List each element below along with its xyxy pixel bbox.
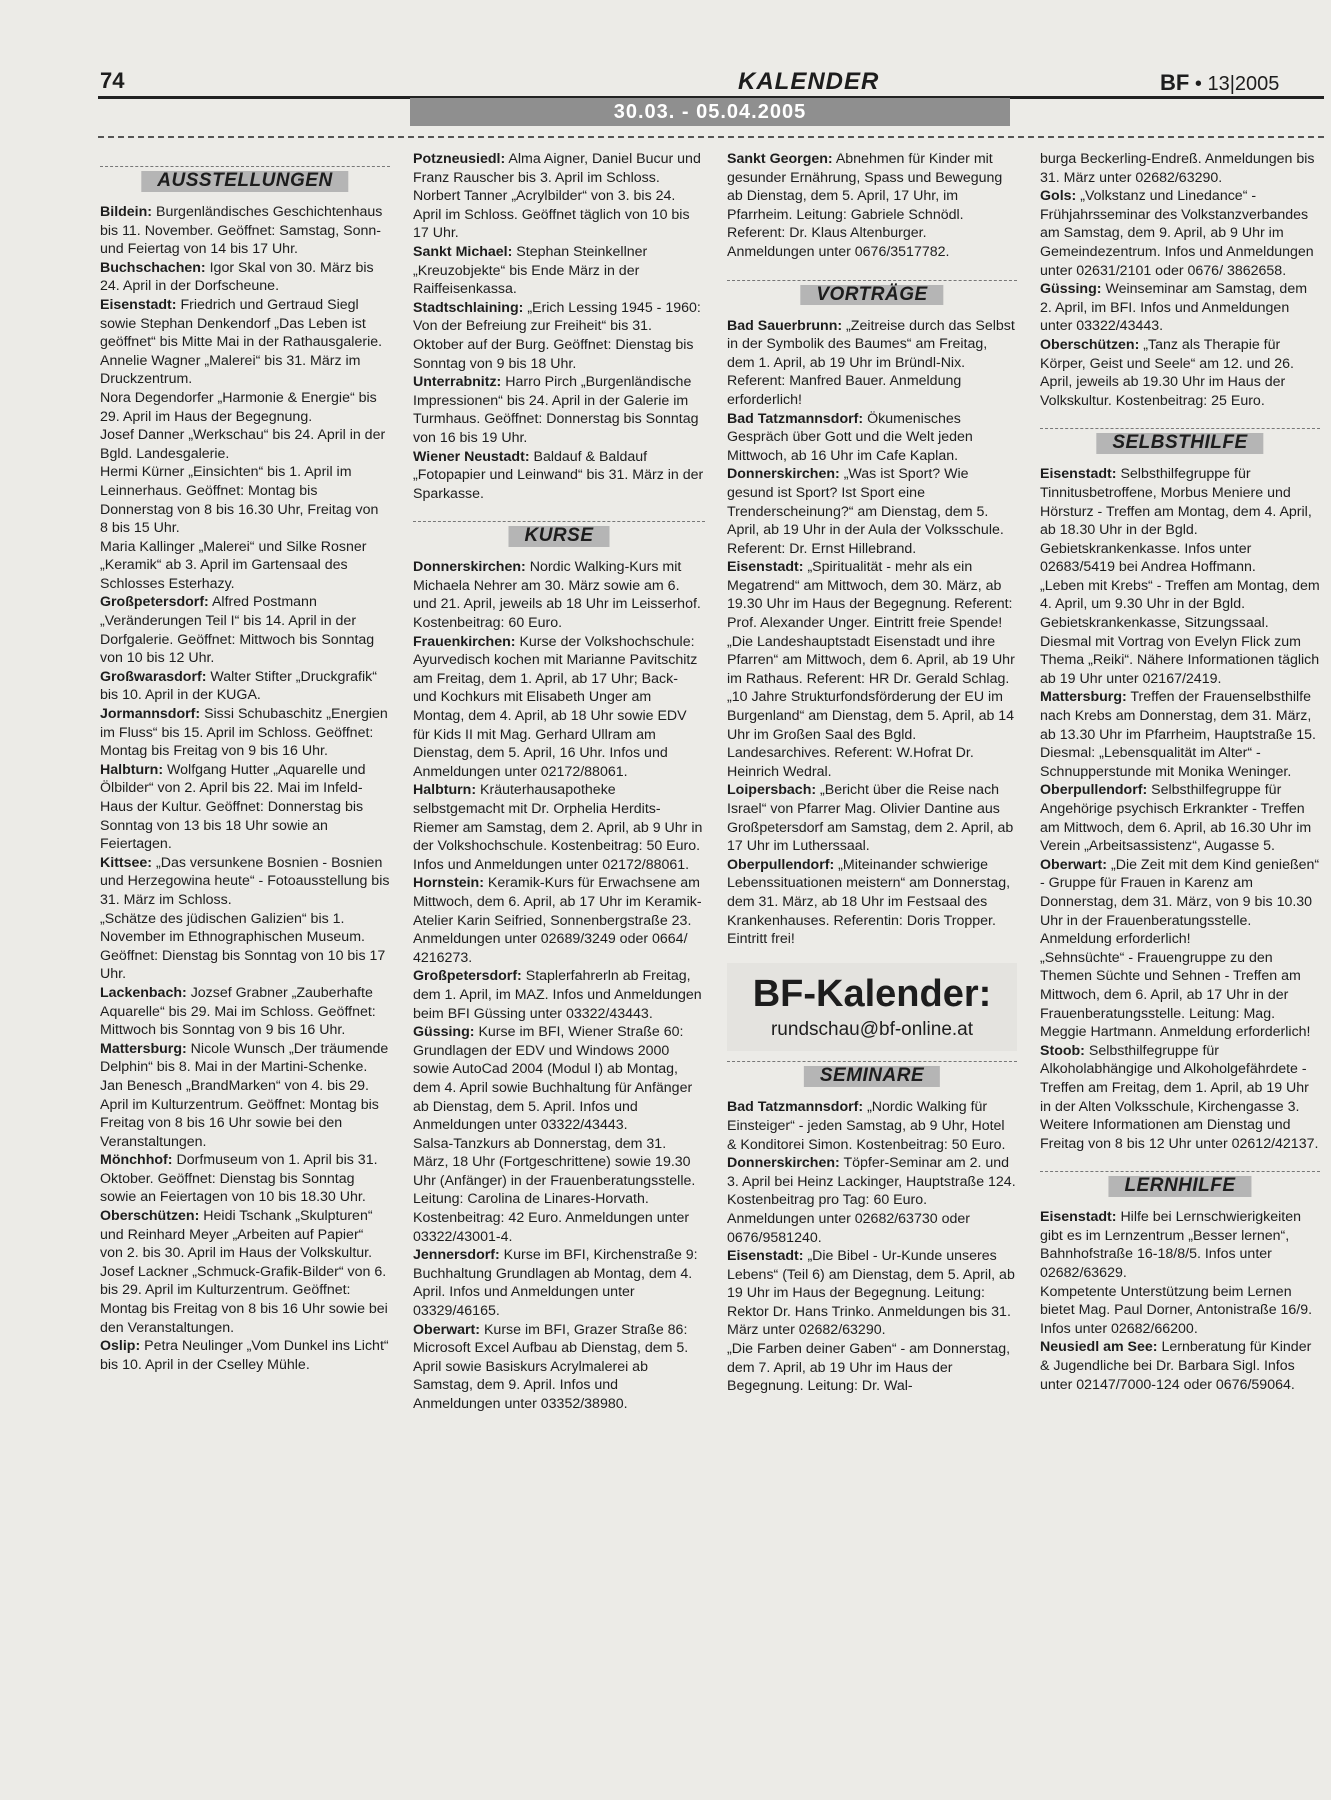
event-place: Oberpullendorf:: [727, 856, 835, 873]
event-text: Jan Benesch „BrandMarken“ von 4. bis 29. April im Kulturzentrum. Geöffnet: Montag bis Freitag von 8 bis 16 Uhr sowie bei den Veranstaltungen.: [100, 1077, 379, 1150]
event-text: „Die Zeit mit dem Kind genießen“ - Gruppe für Frauen in Karenz am Donnerstag, dem 31. März, von 9 bis 10.30 Uhr in der Frauenberatungsstelle. Anmeldung erforderlich!: [1040, 856, 1320, 948]
event-entry: [727, 1247, 1017, 1340]
event-entry: [100, 984, 390, 1040]
promo-email-link[interactable]: rundschau@bf-online.at: [770, 1018, 974, 1040]
event-text: „Das versunkene Bosnien - Bosnien und Herzegowina heute“ - Fotoausstellung bis 31. März im Schloss.: [100, 854, 390, 908]
event-entry: [413, 243, 705, 299]
event-place: Sankt Michael:: [413, 243, 513, 260]
event-text: „Sehnsüchte“ - Frauengruppe zu den Themen Süchte und Sehnen - Treffen am Mittwoch, dem 6. April, ab 17 Uhr in der Frauenberatungsstelle. Leitung: Mag. Meggie Hartmann. Anmeldung erforderlich!: [1040, 949, 1311, 1041]
header-dash-rule: [98, 136, 1324, 138]
event-place: Loipersbach:: [727, 782, 817, 799]
event-text: Petra Neulinger „Vom Dunkel ins Licht“ bis 10. April in der Cselley Mühle.: [100, 1338, 389, 1373]
page-number: 74: [100, 68, 125, 93]
event-text: Alma Aigner, Daniel Bucur und Franz Rauscher bis 3. April im Schloss.: [413, 151, 701, 186]
event-text: Dorfmuseum von 1. April bis 31. Oktober. Geöffnet: Dienstag bis Sonntag sowie an Feiertagen von 10 bis 18.30 Uhr.: [100, 1152, 378, 1206]
event-text: „Volkstanz und Linedance“ - Frühjahrsseminar des Volkstanzverbandes am Samstag, dem 9. April, ab 9 Uhr im Gemeindezentrum. Infos und Anmeldungen unter 02631/2101 oder 0676/ 3862658.: [1040, 188, 1314, 279]
event-text: „Spiritualität - mehr als ein Megatrend“ am Mittwoch, dem 30. März, ab 19.30 Uhr im Haus der Begegnung. Referent: Prof. Alexander Unger. Eintritt freie Spende!: [727, 559, 1013, 632]
event-place: Oslip:: [100, 1338, 141, 1355]
event-entry: [413, 1246, 705, 1320]
event-place: Wiener Neustadt:: [413, 448, 530, 465]
event-place: Großpetersdorf:: [413, 968, 522, 985]
event-text: Hermi Kürner „Einsichten“ bis 1. April im Leinnerhaus. Geöffnet: Montag bis Donnerstag von 8 bis 16.30 Uhr, Freitag von 8 bis 15 Uhr.: [100, 464, 379, 537]
section-title: SELBSTHILFE: [1096, 433, 1263, 454]
event-entry: [727, 410, 1017, 466]
event-entry: [100, 463, 390, 537]
event-text: burga Beckerling-Endreß. Anmeldungen bis 31. März unter 02682/63290.: [1040, 151, 1315, 186]
event-place: Großwarasdorf:: [100, 668, 207, 685]
event-entry: [727, 1340, 1017, 1396]
event-text: Josef Lackner „Schmuck-Grafik-Bilder“ von 6. bis 29. April im Kulturzentrum. Geöffnet: Montag bis Freitag von 8 bis 16 Uhr sowie bei den Veranstaltungen.: [100, 1263, 388, 1336]
event-entry: [413, 1321, 705, 1414]
event-place: Oberwart:: [413, 1321, 481, 1338]
event-place: Bad Sauerbrunn:: [727, 317, 843, 334]
event-entry: [727, 1154, 1017, 1247]
event-text: „Leben mit Krebs“ - Treffen am Montag, dem 4. April, um 9.30 Uhr in der Bgld. Gebietskrankenkasse, Sitzungssaal. Diesmal mit Vortrag von Evelyn Flick zum Thema „Reiki“. Nähere Informationen täglich ab 19 Uhr unter 02167/2419.: [1040, 577, 1320, 687]
event-place: Gols:: [1040, 188, 1077, 205]
event-entry: [413, 299, 705, 373]
event-text: Selbsthilfegruppe für Angehörige psychisch Erkrankter - Treffen am Mittwoch, dem 6. April, ab 16.30 Uhr im Verein „Arbeitsassistenz“, Augasse 5.: [1040, 782, 1312, 855]
event-place: Potzneusiedl:: [413, 151, 506, 167]
event-place: Oberschützen:: [100, 1208, 200, 1225]
event-entry: [1040, 150, 1320, 187]
event-text: Kurse im BFI, Grazer Straße 86: Microsoft Excel Aufbau ab Dienstag, dem 5. April sowie Basiskurs Acrylmalerei ab Samstag, dem 9. April. Infos und Anmeldungen unter 03352/38980.: [413, 1321, 689, 1412]
event-place: Kittsee:: [100, 854, 153, 871]
event-entry: [727, 150, 1017, 262]
event-entry: [100, 705, 390, 761]
event-list: [413, 558, 705, 1413]
event-entry: [413, 967, 705, 1023]
event-place: Donnerskirchen:: [727, 1155, 840, 1172]
event-text: „Die Farben deiner Gaben“ - am Donnerstag, dem 7. April, ab 19 Uhr im Haus der Begegnung. Leitung: Dr. Wal-: [727, 1341, 1011, 1395]
section-header-seminare: [727, 1061, 1017, 1092]
event-entry: [413, 1023, 705, 1135]
date-band: [410, 98, 1010, 126]
event-text: „Die Bibel - Ur-Kunde unseres Lebens“ (Teil 6) am Dienstag, dem 5. April, ab 19 Uhr im Haus der Begegnung. Leitung: Rektor Dr. Hans Trinko. Anmeldungen bis 31. März unter 02682/63290.: [727, 1248, 1015, 1339]
event-text: „Schätze des jüdischen Galizien“ bis 1. November im Ethnographischen Museum. Geöffnet: Dienstag bis Sonntag von 10 bis 17 Uhr.: [100, 910, 386, 983]
event-text: „Bericht über die Reise nach Israel“ von Pfarrer Mag. Olivier Dantine aus Großpetersdorf am Samstag, dem 2. April, ab 17 Uhr im Lutherssaal.: [727, 782, 1014, 855]
event-text: Abnehmen für Kinder mit gesunder Ernährung, Spass und Bewegung ab Dienstag, dem 5. April, 17 Uhr, im Pfarrheim. Leitung: Gabriele Schnödl. Referent: Dr. Klaus Altenburger. Anmeldungen unter 0676/3517782.: [727, 151, 1003, 260]
event-entry: [100, 538, 390, 594]
event-entry: [727, 688, 1017, 781]
column-1: [100, 150, 390, 1374]
event-entry: [100, 593, 390, 667]
event-text: „Tanz als Therapie für Körper, Geist und Seele“ am 12. und 26. April, jeweils ab 19.30 Uhr im Haus der Volkskultur. Kostenbeitrag: 25 Euro.: [1040, 336, 1294, 409]
event-place: Oberschützen:: [1040, 336, 1140, 353]
event-text: Weinseminar am Samstag, dem 2. April, im BFI. Infos und Anmeldungen unter 03322/43443.: [1040, 281, 1308, 335]
page-title: KALENDER: [738, 68, 880, 95]
event-entry: [413, 874, 705, 967]
event-entry: [413, 781, 705, 874]
event-entry: [100, 854, 390, 910]
event-text: Selbsthilfegruppe für Alkoholabhängige und Alkoholgefährdete - Treffen am Freitag, dem 1. April, ab 19 Uhr in der Alten Volksschule, Kirchengasse 3. Weitere Informationen am Dienstag und Freitag von 8 bis 12 Uhr unter 02612/42137.: [1040, 1042, 1319, 1152]
event-place: Frauenkirchen:: [413, 633, 516, 650]
event-entry: [100, 761, 390, 854]
event-text: Harro Pirch „Burgenländische Impressionen“ bis 24. April in der Galerie im Turmhaus. Geöffnet: Donnerstag bis Sonntag von 16 bis 19 Uhr.: [413, 374, 699, 446]
event-entry: [1040, 1042, 1320, 1154]
event-place: Hornstein:: [413, 875, 484, 892]
event-text: Keramik-Kurs für Erwachsene am Mittwoch, dem 6. April, ab 17 Uhr im Keramik-Atelier Karin Seifried, Sonnenbergstraße 23. Anmeldungen unter 02689/3249 oder 0664/ 4216273.: [413, 875, 702, 966]
event-list: [1040, 465, 1320, 1153]
event-entry: [413, 1135, 705, 1247]
event-place: Stoob:: [1040, 1042, 1085, 1059]
event-place: Donnerskirchen:: [727, 466, 840, 483]
event-place: Eisenstadt:: [100, 296, 177, 313]
event-entry: [727, 781, 1017, 855]
event-entry: [413, 150, 705, 187]
publication-name: BF: [1160, 70, 1190, 95]
event-entry: [100, 1151, 390, 1207]
event-entry: [1040, 949, 1320, 1042]
event-text: „Was ist Sport? Wie gesund ist Sport? Ist Sport eine Trenderscheinung?“ am Dienstag, dem 5. April, ab 19 Uhr in der Aula der Volksschule. Referent: Dr. Ernst Hillebrand.: [727, 466, 1004, 557]
event-place: Eisenstadt:: [1040, 466, 1117, 483]
event-text: Kräuterhausapotheke selbstgemacht mit Dr. Orphelia Herdits-Riemer am Samstag, dem 2. April, ab 9 Uhr in der Volkshochschule. Kostenbeitrag: 50 Euro. Infos und Anmeldungen unter 02172/88061.: [413, 782, 703, 873]
section-title: VORTRÄGE: [800, 285, 943, 306]
section-title: KURSE: [508, 526, 609, 547]
event-entry: [1040, 187, 1320, 280]
event-list: [100, 203, 390, 1374]
event-list: [727, 317, 1017, 949]
event-place: Mattersburg:: [1040, 689, 1127, 706]
section-header-ausstellungen: [100, 166, 390, 197]
event-place: Mattersburg:: [100, 1040, 187, 1057]
event-entry: [100, 1077, 390, 1151]
event-place: Sankt Georgen:: [727, 151, 833, 167]
event-place: Güssing:: [413, 1024, 475, 1041]
event-place: Lackenbach:: [100, 984, 187, 1001]
event-place: Neusiedl am See:: [1040, 1339, 1158, 1356]
event-list: [1040, 150, 1320, 410]
event-text: Nordic Walking-Kurs mit Michaela Nehrer am 30. März sowie am 6. und 21. April, jeweils ab 18 Uhr im Leisserhof. Kostenbeitrag: 60 Euro.: [413, 559, 701, 632]
event-text: Kurse der Volkshochschule: Ayurvedisch kochen mit Marianne Pavitschitz am Freitag, dem 1. April, ab 17 Uhr; Back- und Kochkurs mit Elisabeth Unger am Montag, dem 4. April, ab 18 Uhr sowie EDV für Kids II mit Mag. Gerhard Ullram am Dienstag, dem 5. April, 16 Uhr. Infos und Anmeldungen unter 02172/88061.: [413, 633, 698, 780]
event-list: [413, 150, 705, 503]
event-text: „Zeitreise durch das Selbst in der Symbolik des Baumes“ am Freitag, dem 1. April, ab 19 Uhr im Bründl-Nix. Referent: Manfred Bauer. Anmeldung erforderlich!: [727, 317, 1015, 408]
section-header-selbsthilfe: [1040, 428, 1320, 459]
event-text: Kurse im BFI, Wiener Straße 60: Grundlagen der EDV und Windows 2000 sowie AutoCad 2004 (Modul I) ab Montag, dem 4. April sowie Buchhaltung für Anfänger ab Dienstag, dem 5. April. Infos und Anmeldungen unter 03322/43443.: [413, 1024, 693, 1134]
event-place: Oberpullendorf:: [1040, 782, 1148, 799]
event-text: Wolfgang Hutter „Aquarelle und Ölbilder“ von 2. April bis 22. Mai im Infeld-Haus der Kultur. Geöffnet: Donnerstag bis Sonntag von 13 bis 18 Uhr sowie an Feiertagen.: [100, 761, 366, 853]
event-text: Josef Danner „Werkschau“ bis 24. April in der Bgld. Landesgalerie.: [100, 427, 386, 462]
event-text: Lernberatung für Kinder & Jugendliche bei Dr. Barbara Sigl. Infos unter 02147/7000-124 oder 0676/59064.: [1040, 1339, 1312, 1393]
event-list: [727, 1098, 1017, 1396]
event-entry: [100, 668, 390, 705]
section-title: AUSSTELLUNGEN: [141, 171, 348, 192]
event-text: Staplerfahrerln ab Freitag, dem 1. April, im MAZ. Infos und Anmeldungen beim BFI Güssing unter 03322/43443.: [413, 968, 702, 1022]
event-entry: [100, 1337, 390, 1374]
event-entry: [1040, 856, 1320, 949]
event-text: „Miteinander schwierige Lebenssituationen meistern“ am Donnerstag, dem 31. März, ab 18 Uhr im Festsaal des Krankenhauses. Referentin: Doris Tropper. Eintritt frei!: [727, 856, 1011, 948]
promo-title: BF-Kalender:: [752, 972, 992, 1015]
event-text: Walter Stifter „Druckgrafik“ bis 10. April in der KUGA.: [100, 668, 377, 704]
event-entry: [100, 1207, 390, 1263]
event-entry: [413, 633, 705, 782]
event-place: Mönchhof:: [100, 1152, 173, 1169]
event-text: Kompetente Unterstützung beim Lernen bietet Mag. Paul Dorner, Antonistraße 16/9. Infos unter 02682/66200.: [1040, 1283, 1313, 1337]
event-place: Güssing:: [1040, 281, 1102, 298]
event-entry: [1040, 465, 1320, 577]
event-text: Annelie Wagner „Malerei“ bis 31. März im Druckzentrum.: [100, 352, 361, 388]
event-text: Heidi Tschank „Skulpturen“ und Reinhard Meyer „Arbeiten auf Papier“ von 2. bis 30. April im Haus der Volkskultur.: [100, 1208, 373, 1262]
event-entry: [1040, 577, 1320, 689]
section-header-vortraege: [727, 280, 1017, 311]
event-text: Nora Degendorfer „Harmonie & Energie“ bis 29. April im Haus der Begegnung.: [100, 389, 377, 425]
event-text: „Nordic Walking für Einsteiger“ - jeden Samstag, ab 9 Uhr, Hotel & Konditorei Simon. Kostenbeitrag: 50 Euro.: [727, 1099, 1006, 1153]
event-entry: [413, 558, 705, 632]
event-text: Treffen der Frauenselbsthilfe nach Krebs am Donnerstag, dem 31. März, ab 13.30 Uhr im Pfarrheim, Hauptstraße 15. Diesmal: „Lebensqualität im Alter“ - Schnupperstunde mit Monika Weninger.: [1040, 689, 1316, 780]
event-place: Halbturn:: [100, 761, 164, 778]
event-entry: [100, 1263, 390, 1337]
event-entry: [413, 373, 705, 447]
event-place: Jennersdorf:: [413, 1247, 500, 1264]
event-entry: [727, 633, 1017, 689]
event-place: Unterrabnitz:: [413, 374, 502, 391]
event-place: Halbturn:: [413, 782, 477, 799]
event-text: „10 Jahre Strukturfondsförderung der EU im Burgenland“ am Dienstag, dem 5. April, ab 14 Uhr im Großen Saal des Bgld. Landesarchives. Referent: W.Hofrat Dr. Heinrich Wedral.: [727, 689, 1015, 780]
event-entry: [1040, 280, 1320, 336]
event-text: Kurse im BFI, Kirchenstraße 9: Buchhaltung Grundlagen ab Montag, dem 4. April. Infos und Anmeldungen unter 03329/46165.: [413, 1247, 698, 1320]
event-text: Ökumenisches Gespräch über Gott und die Welt jeden Mittwoch, ab 16 Uhr im Cafe Kaplan.: [727, 410, 973, 464]
event-place: Bad Tatzmannsdorf:: [727, 410, 864, 427]
date-range: 30.03. - 05.04.2005: [613, 101, 807, 123]
event-entry: [727, 317, 1017, 410]
event-text: Sissi Schubaschitz „Energien im Fluss“ bis 15. April im Schloss. Geöffnet: Montag bis Freitag von 9 bis 16 Uhr.: [100, 706, 388, 760]
event-text: Nicole Wunsch „Der träumende Delphin“ bis 8. Mai in der Martini-Schenke.: [100, 1040, 389, 1076]
event-text: Norbert Tanner „Acrylbilder“ von 3. bis 24. April im Schloss. Geöffnet täglich von 10 bis 17 Uhr.: [413, 188, 690, 242]
event-text: Selbsthilfegruppe für Tinnitusbetroffene, Morbus Meniere und Hörsturz - Treffen am Montag, dem 4. April, ab 18.30 Uhr in der Bgld. Gebietskrankenkasse. Infos unter 02683/5419 bei Andrea Hoffmann.: [1040, 466, 1312, 576]
event-entry: [727, 465, 1017, 558]
event-place: Oberwart:: [1040, 856, 1108, 873]
event-entry: [100, 426, 390, 463]
event-list: [727, 150, 1017, 262]
event-text: Burgenländisches Geschichtenhaus bis 11. November. Geöffnet: Samstag, Sonn- und Feiertag von 14 bis 17 Uhr.: [100, 204, 383, 258]
event-list: [1040, 1208, 1320, 1394]
event-text: Salsa-Tanzkurs ab Donnerstag, dem 31. März, 18 Uhr (Fortgeschrittene) sowie 19.30 Uhr (Anfänger) in der Frauenberatungsstelle. Leitung: Carolina de Linares-Horvath. Kostenbeitrag: 42 Euro. Anmeldungen unter 03322/43001-4.: [413, 1135, 696, 1245]
event-entry: [1040, 688, 1320, 781]
section-title: SEMINARE: [804, 1066, 940, 1087]
event-entry: [100, 1040, 390, 1077]
event-entry: [727, 558, 1017, 632]
event-place: Bildein:: [100, 204, 153, 220]
issue-info: BF • 13|2005: [1160, 70, 1280, 95]
column-4: [1040, 150, 1320, 1394]
event-entry: [1040, 1208, 1320, 1282]
event-text: Igor Skal von 30. März bis 24. April in der Dorfscheune.: [100, 259, 374, 295]
column-2: [413, 150, 705, 1414]
event-entry: [100, 352, 390, 389]
event-text: Alfred Postmann „Veränderungen Teil I“ bis 14. April in der Dorfgalerie. Geöffnet: Mittwoch bis Sonntag von 10 bis 12 Uhr.: [100, 594, 375, 667]
event-entry: [413, 448, 705, 504]
event-entry: [1040, 336, 1320, 410]
event-entry: [727, 856, 1017, 949]
event-text: „Die Landeshauptstadt Eisenstadt und ihre Pfarren“ am Mittwoch, dem 6. April, ab 19 Uhr im Rathaus. Referent: HR Dr. Gerald Schlag.: [727, 633, 1015, 687]
event-entry: [100, 203, 390, 259]
section-header-kurse: [413, 521, 705, 552]
event-entry: [100, 296, 390, 352]
section-header-lernhilfe: [1040, 1171, 1320, 1202]
event-entry: [100, 910, 390, 984]
event-place: Donnerskirchen:: [413, 559, 526, 576]
event-text: Friedrich und Gertraud Siegl sowie Stephan Denkendorf „Das Leben ist geöffnet“ bis Mitte Mai in der Rathausgalerie.: [100, 296, 383, 351]
event-place: Jormannsdorf:: [100, 706, 201, 723]
event-place: Buchschachen:: [100, 259, 206, 276]
event-entry: [100, 259, 390, 296]
page-header: [98, 66, 1324, 96]
column-3: [727, 150, 1017, 1396]
event-entry: [100, 389, 390, 426]
issue-number: 13|2005: [1207, 73, 1280, 95]
event-text: Stephan Steinkellner „Kreuzobjekte“ bis Ende März in der Raiffeisenkassa.: [413, 243, 648, 298]
event-place: Eisenstadt:: [1040, 1209, 1117, 1226]
bf-kalender-promo: [727, 963, 1017, 1052]
event-text: Maria Kallinger „Malerei“ und Silke Rosner „Keramik“ ab 3. April im Gartensaal des Schlosses Esterhazy.: [100, 538, 367, 592]
event-entry: [1040, 1338, 1320, 1394]
event-place: Eisenstadt:: [727, 1248, 804, 1265]
event-text: Hilfe bei Lernschwierigkeiten gibt es im Lernzentrum „Besser lernen“, Bahnhofstraße 16-18/8/5. Infos unter 02682/63629.: [1040, 1209, 1302, 1282]
event-text: „Erich Lessing 1945 - 1960: Von der Befreiung zur Freiheit“ bis 31. Oktober auf der Burg. Geöffnet: Dienstag bis Sonntag von 9 bis 18 Uhr.: [413, 299, 701, 372]
event-place: Großpetersdorf:: [100, 594, 209, 611]
event-place: Bad Tatzmannsdorf:: [727, 1099, 864, 1116]
event-entry: [413, 187, 705, 243]
event-entry: [727, 1098, 1017, 1154]
event-text: Jozsef Grabner „Zauberhafte Aquarelle“ bis 29. Mai im Schloss. Geöffnet: Mittwoch bis Sonntag von 9 bis 16 Uhr.: [100, 984, 376, 1039]
event-entry: [1040, 781, 1320, 855]
event-place: Stadtschlaining:: [413, 299, 524, 316]
event-text: Töpfer-Seminar am 2. und 3. April bei Heinz Lackinger, Hauptstraße 124. Kostenbeitrag pro Tag: 60 Euro. Anmeldungen unter 02682/63730 oder 0676/9581240.: [727, 1155, 1016, 1246]
event-text: Baldauf & Baldauf „Fotopapier und Leinwand“ bis 31. März in der Sparkasse.: [413, 448, 704, 502]
event-entry: [1040, 1283, 1320, 1339]
section-title: LERNHILFE: [1108, 1176, 1251, 1197]
event-place: Eisenstadt:: [727, 559, 804, 576]
